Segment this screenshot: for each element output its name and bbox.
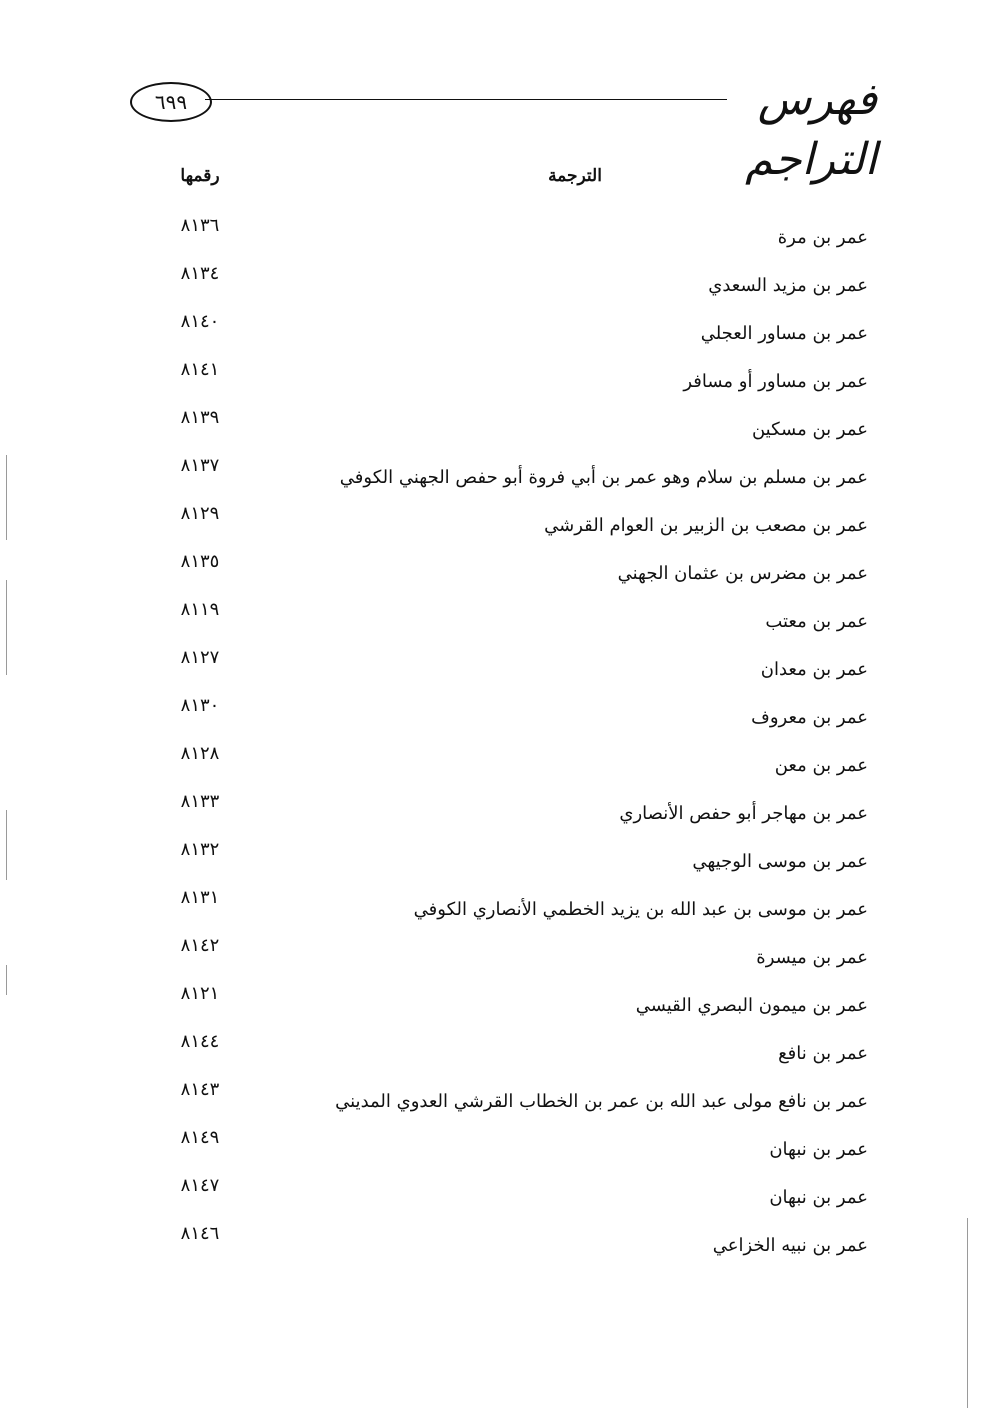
entry-number: ٨١٤١ [180, 359, 220, 380]
entry-number: ٨١٣١ [180, 887, 220, 908]
entry-number: ٨١٣٢ [180, 839, 220, 860]
entry-name: عمر بن نبهان [769, 1187, 868, 1208]
entry-number: ٨١٤٧ [180, 1175, 220, 1196]
entry-number: ٨١٤٦ [180, 1223, 220, 1244]
entry-number: ٨١٢٧ [180, 647, 220, 668]
entry-number: ٨١٢٩ [180, 503, 220, 524]
index-entry [0, 1029, 982, 1069]
entry-name: عمر بن مزيد السعدي [708, 275, 868, 296]
entry-number: ٨١٢١ [180, 983, 220, 1004]
index-entry [0, 1173, 982, 1213]
entry-name: عمر بن موسى بن عبد الله بن يزيد الخطمي الأنصاري الكوفي [413, 899, 868, 920]
entry-number: ٨١٢٨ [180, 743, 220, 764]
entry-name: عمر بن مهاجر أبو حفص الأنصاري [619, 803, 868, 824]
scan-margin-mark [967, 1218, 968, 1408]
entry-number: ٨١٣٤ [180, 263, 220, 284]
index-entry [0, 789, 982, 829]
entry-number: ٨١٣٩ [180, 407, 220, 428]
entry-number: ٨١٤٣ [180, 1079, 220, 1100]
index-entry [0, 693, 982, 733]
index-entry [0, 549, 982, 589]
index-entry [0, 453, 982, 493]
entry-number: ٨١٣٠ [180, 695, 220, 716]
index-entry [0, 1125, 982, 1165]
index-entry [0, 837, 982, 877]
scan-margin-mark [6, 965, 7, 995]
entry-name: عمر بن مصعب بن الزبير بن العوام القرشي [544, 515, 868, 536]
column-header-number: رقمها [180, 166, 220, 186]
scan-margin-mark [6, 455, 7, 540]
entry-number: ٨١٤٠ [180, 311, 220, 332]
entry-number: ٨١٤٤ [180, 1031, 220, 1052]
entry-name: عمر بن نافع [778, 1043, 868, 1064]
scan-margin-mark [6, 580, 7, 675]
entry-name: عمر بن مسلم بن سلام وهو عمر بن أبي فروة أبو حفص الجهني الكوفي [339, 467, 868, 488]
entry-name: عمر بن مرة [777, 227, 868, 248]
entry-number: ٨١١٩ [180, 599, 220, 620]
entry-number: ٨١٣٣ [180, 791, 220, 812]
column-header-translation: الترجمة [548, 166, 602, 186]
index-entry [0, 741, 982, 781]
entry-name: عمر بن ميسرة [756, 947, 868, 968]
index-entry [0, 981, 982, 1021]
entry-name: عمر بن معروف [751, 707, 868, 728]
index-entry [0, 645, 982, 685]
entry-name: عمر بن معتب [765, 611, 868, 632]
index-entry [0, 1221, 982, 1261]
index-entry [0, 1077, 982, 1117]
index-entry [0, 885, 982, 925]
entry-name: عمر بن مضرس بن عثمان الجهني [617, 563, 868, 584]
entry-name: عمر بن نبهان [769, 1139, 868, 1160]
page-number-badge: ٦٩٩ [130, 82, 212, 122]
index-entry [0, 309, 982, 349]
index-entry [0, 501, 982, 541]
entry-name: عمر بن معن [774, 755, 868, 776]
entry-name: عمر بن موسى الوجيهي [692, 851, 868, 872]
entry-number: ٨١٣٥ [180, 551, 220, 572]
entry-name: عمر بن نبيه الخزاعي [712, 1235, 868, 1256]
index-entry [0, 357, 982, 397]
index-entry [0, 933, 982, 973]
entry-name: عمر بن ميمون البصري القيسي [635, 995, 868, 1016]
entry-name: عمر بن معدان [760, 659, 868, 680]
entry-name: عمر بن مسكين [751, 419, 868, 440]
entry-name: عمر بن نافع مولى عبد الله بن عمر بن الخطاب القرشي العدوي المديني [335, 1091, 868, 1112]
page-title: فهرس التراجم [745, 74, 877, 185]
scan-margin-mark [6, 810, 7, 880]
index-entry [0, 213, 982, 253]
index-entry [0, 597, 982, 637]
entry-name: عمر بن مساور العجلي [700, 323, 868, 344]
entry-number: ٨١٣٦ [180, 215, 220, 236]
entry-number: ٨١٣٧ [180, 455, 220, 476]
entry-name: عمر بن مساور أو مسافر [683, 371, 868, 392]
index-entry [0, 405, 982, 445]
entry-number: ٨١٤٩ [180, 1127, 220, 1148]
index-entry [0, 261, 982, 301]
entry-number: ٨١٤٢ [180, 935, 220, 956]
